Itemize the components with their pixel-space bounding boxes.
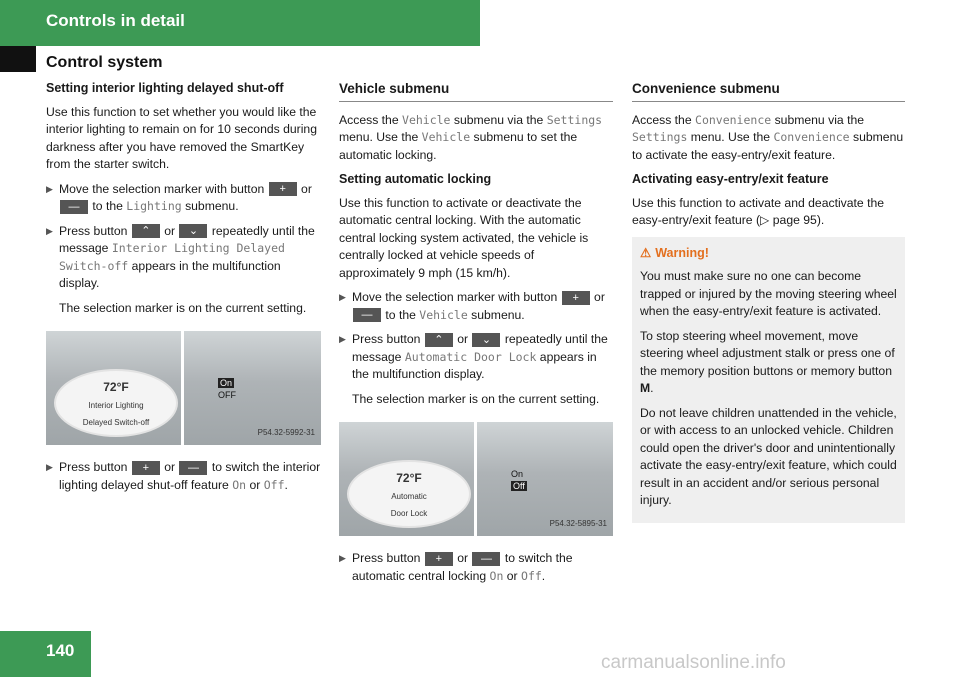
down-key-icon: ⌄ bbox=[179, 224, 207, 238]
minus-key-icon: — bbox=[60, 200, 88, 214]
display-panel-left: 72°F Automatic Door Lock bbox=[339, 422, 474, 536]
interior-lighting-intro: Use this function to set whether you would like the interior lighting to remain on for 10 seconds during darkness after you have removed the SmartKey from the starter switch. bbox=[46, 104, 317, 171]
step-press-button: ▶ Press button ⌃ or ⌄ repeatedly until the message Automatic Door Lock appears in the multifunction display. bbox=[339, 332, 608, 381]
display-photo bbox=[339, 422, 613, 536]
page-number: 140 bbox=[46, 641, 75, 660]
step-switch: ▶ Press button + or — to switch the interior lighting delayed shut-off feature On or Off. bbox=[46, 460, 321, 492]
step-switch: ▶ Press button + or — to switch the automatic central locking On or Off. bbox=[339, 551, 573, 583]
step-note: The selection marker is on the current setting. bbox=[352, 391, 600, 406]
page-number-box bbox=[0, 631, 91, 677]
up-key-icon: ⌃ bbox=[132, 224, 160, 238]
plus-key-icon: + bbox=[269, 182, 297, 196]
up-key-icon: ⌃ bbox=[425, 333, 453, 347]
step-note: The selection marker is on the current setting. bbox=[59, 300, 307, 315]
watermark: carmanualsonline.info bbox=[601, 652, 786, 673]
bullet-arrow-icon: ▶ bbox=[46, 462, 53, 472]
warning-text-1: You must make sure no one can become trapped or injured by the moving steering wheel when the easy-entry/exit feature is activated. bbox=[640, 269, 897, 318]
bullet-arrow-icon: ▶ bbox=[46, 183, 53, 194]
step-press-button: ▶ Press button ⌃ or ⌄ repeatedly until the message Interior Lighting Delayed Switch-off appears in the multifunction display. bbox=[46, 223, 315, 290]
auto-locking-intro: Use this function to activate or deactivate the automatic central locking. With the automatic central locking system activated, the vehicle is centrally locked at vehicle speeds of approximately 9 mph (15 km/h). bbox=[339, 195, 589, 280]
easy-entry-intro: Use this function to activate and deactivate the easy-entry/exit feature (▷ page 95). bbox=[632, 195, 885, 227]
bullet-arrow-icon: ▶ bbox=[339, 553, 346, 563]
minus-key-icon: — bbox=[353, 308, 381, 322]
display-panel-left: 72°F Interior Lighting Delayed Switch-off bbox=[46, 331, 181, 445]
easy-entry-heading: Activating easy-entry/exit feature bbox=[632, 172, 829, 186]
section-title: Control system bbox=[46, 54, 163, 71]
vehicle-access-text: Access the Vehicle submenu via the Settings menu. Use the Vehicle submenu to set the automatic locking. bbox=[339, 112, 603, 162]
column-interior-lighting bbox=[46, 80, 321, 501]
interior-lighting-heading: Setting interior lighting delayed shut-off bbox=[46, 81, 284, 95]
display-panel-right: On OFF P54.32-5992-31 bbox=[184, 331, 321, 445]
down-key-icon: ⌄ bbox=[472, 333, 500, 347]
section-marker bbox=[0, 46, 36, 72]
photo-code: P54.32-5895-31 bbox=[549, 518, 607, 528]
warning-text-3: Do not leave children unattended in the vehicle, or with access to an unlocked vehicle. Children could open the driver's door and unintentionally activate the easy-entry/exit feature, which could result in an accident and/or serious personal injury. bbox=[640, 405, 897, 507]
step-move-marker: ▶ Move the selection marker with button + or — to the Lighting submenu. bbox=[46, 181, 312, 213]
bullet-arrow-icon: ▶ bbox=[46, 225, 53, 236]
plus-key-icon: + bbox=[132, 461, 160, 475]
chapter-title: Controls in detail bbox=[46, 11, 185, 30]
column-vehicle-submenu bbox=[339, 80, 613, 592]
warning-title: Warning! bbox=[655, 245, 709, 260]
photo-code: P54.32-5992-31 bbox=[257, 427, 315, 437]
warning-triangle-icon: ⚠ bbox=[640, 245, 652, 260]
bullet-arrow-icon: ▶ bbox=[339, 334, 346, 344]
column-convenience-submenu bbox=[632, 80, 905, 523]
convenience-submenu-title: Convenience submenu bbox=[632, 80, 905, 102]
display-panel-right: On Off P54.32-5895-31 bbox=[477, 422, 613, 536]
minus-key-icon: — bbox=[179, 461, 207, 475]
minus-key-icon: — bbox=[472, 552, 500, 566]
chapter-header bbox=[0, 0, 480, 46]
convenience-access-text: Access the Convenience submenu via the Settings menu. Use the Convenience submenu to activate the easy-entry/exit feature. bbox=[632, 112, 904, 162]
auto-locking-heading: Setting automatic locking bbox=[339, 172, 492, 186]
plus-key-icon: + bbox=[562, 291, 590, 305]
vehicle-submenu-title: Vehicle submenu bbox=[339, 80, 613, 102]
warning-text-2: To stop steering wheel movement, move steering wheel adjustment stalk or press one of the memory position buttons or memory button M. bbox=[640, 328, 895, 395]
warning-box bbox=[632, 237, 905, 523]
display-photo bbox=[46, 331, 321, 445]
bullet-arrow-icon: ▶ bbox=[339, 292, 346, 302]
step-move-marker: ▶ Move the selection marker with button + or — to the Vehicle submenu. bbox=[339, 290, 605, 322]
plus-key-icon: + bbox=[425, 552, 453, 566]
